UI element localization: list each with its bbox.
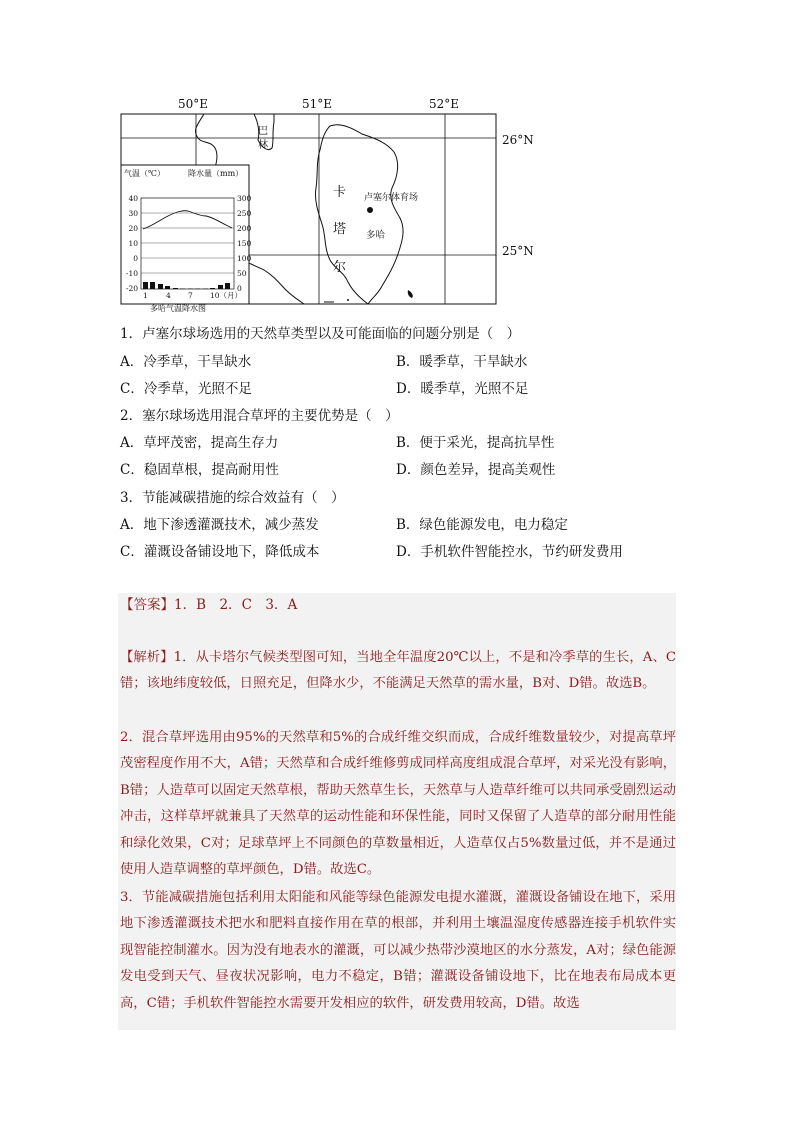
precip-axis-title: 降水量（mm）	[188, 169, 244, 178]
lat-label-25: 25°N	[502, 244, 534, 258]
lon-label-51: 51°E	[302, 97, 333, 111]
analysis-tag-close: 】	[160, 650, 174, 665]
precip-bar-3	[158, 284, 163, 289]
qatar-coastline	[315, 125, 403, 304]
climate-chart-caption: 多哈气温降水图	[150, 304, 206, 313]
precip-tick-50: 50	[237, 269, 247, 278]
month-tick-4: 4	[166, 291, 171, 300]
bahrain-label-1: 巴	[258, 126, 268, 137]
precip-bar-1	[143, 282, 148, 289]
temp-tick-0: 0	[133, 254, 138, 263]
precip-bar-10	[210, 288, 215, 289]
precip-tick-0: 0	[237, 284, 242, 293]
temp-tick-10: 10	[128, 239, 138, 248]
temp-tick-neg20: -20	[125, 284, 138, 293]
q3-option-a[interactable]: A．地下渗透灌溉技术，减少蒸发	[120, 517, 319, 533]
precip-bar-9	[203, 289, 208, 290]
precip-bar-12	[225, 283, 230, 289]
lusail-stadium-dot	[367, 207, 373, 213]
qatar-label-1: 卡	[333, 185, 347, 200]
precip-tick-300: 300	[237, 194, 252, 203]
temp-tick-20: 20	[128, 224, 138, 233]
temp-axis-title: 气温（℃）	[124, 169, 165, 178]
lon-label-50: 50°E	[178, 97, 209, 111]
q2-option-b[interactable]: B．便于采光，提高抗旱性	[396, 435, 555, 451]
qatar-label-2: 塔	[333, 222, 347, 237]
answer-text: 1．B 2．C 3．A	[174, 597, 298, 613]
precip-bar-11	[218, 285, 223, 289]
analysis-paragraph-1	[120, 645, 676, 698]
q1-option-a[interactable]: A．冷季草，干旱缺水	[120, 354, 252, 370]
month-tick-7: 7	[188, 291, 193, 300]
precip-bar-4	[165, 286, 170, 289]
q2-option-c[interactable]: C．稳固草根，提高耐用性	[120, 462, 279, 478]
qatar-label-3: 尔	[333, 260, 347, 275]
question-3-stem: 3．节能减碳措施的综合效益有（ ）	[120, 490, 345, 506]
precip-bar-2	[150, 282, 155, 289]
precip-tick-250: 250	[237, 209, 252, 218]
lon-label-52: 52°E	[429, 97, 460, 111]
q2-option-a[interactable]: A．草坪茂密，提高生存力	[120, 435, 279, 451]
doha-label: 多哈	[366, 230, 386, 241]
analysis-paragraph-2: 2．混合草坪选用由95%的天然草和5%的合成纤维交织而成，合成纤维数量较少，对提高草坪茂密程度作用不大，A错；天然草和合成纤维修剪成同样高度组成混合草坪，对采光没有影响，B错；人造草可以固定天然草根，帮助天然草生长，天然草与人造草纤维可以共同承受剧烈运动冲击，这样草坪就兼具了天然草的运动性能和环保性能，同时又保留了人造草的部分耐用性能和绿化效果，C对；足球草坪上不同颜色的草数量相近，人造草仅占5%数量过低，并不是通过使用人造草调整的草坪颜色，D错。故选C。	[120, 730, 676, 878]
q3-option-b[interactable]: B．绿色能源发电，电力稳定	[396, 517, 568, 533]
q1-option-d[interactable]: D．暖季草，光照不足	[396, 381, 529, 397]
precip-bar-5	[173, 288, 178, 289]
analysis-tag: 解析	[133, 650, 161, 665]
q3-option-d[interactable]: D．手机软件智能控水，节约研发费用	[396, 544, 623, 560]
answer-tag-open: 【	[120, 597, 134, 613]
precip-bar-8	[195, 289, 200, 290]
analysis-paragraph-3: 3．节能减碳措施包括利用太阳能和风能等绿色能源发电提水灌溉，灌溉设备铺设在地下，采用地下渗透灌溉技术把水和肥料直接作用在草的根部，并利用土壤温湿度传感器连接手机软件实现智能控制灌水。因为没有地表水的灌溉，可以减少热带沙漠地区的水分蒸发，A对；绿色能源发电受到天气、昼夜状况影响，电力不稳定，B错；灌溉设备铺设地下，比在地表布局成本更高，C错；手机软件智能控水需要开发相应的软件，研发费用较高，D错。故选	[120, 890, 676, 1011]
analysis-text-1: 1．从卡塔尔气候类型图可知，当地全年温度20℃以上，不是和冷季草的生长，A、C错；该地纬度较低，日照充足，但降水少，不能满足天然草的需水量，B对、D错。故选B。	[120, 650, 677, 692]
analysis-tag-open: 【	[120, 650, 134, 665]
qatar-map-figure	[112, 92, 542, 322]
q3-option-c[interactable]: C．灌溉设备铺设地下，降低成本	[120, 544, 320, 560]
temp-tick-40: 40	[128, 194, 138, 203]
qatar-islet	[408, 290, 413, 298]
q1-option-c[interactable]: C．冷季草，光照不足	[120, 381, 252, 397]
precip-tick-150: 150	[237, 239, 252, 248]
month-tick-10: 10（月）	[210, 291, 243, 300]
precip-bar-7	[188, 289, 193, 290]
month-tick-1: 1	[143, 291, 148, 300]
precip-tick-200: 200	[237, 224, 252, 233]
bahrain-label-2: 林	[258, 140, 268, 151]
climate-chart-inset	[121, 165, 252, 313]
lusail-stadium-label: 卢塞尔体育场	[364, 193, 419, 203]
question-1-stem: 1．卢塞尔球场选用的天然草类型以及可能面临的问题分别是（ ）	[120, 326, 521, 342]
q1-option-b[interactable]: B．暖季草，干旱缺水	[396, 354, 528, 370]
precip-tick-100: 100	[237, 254, 252, 263]
answer-tag: 答案	[133, 597, 161, 613]
lat-label-26: 26°N	[502, 133, 534, 147]
temp-tick-neg10: -10	[125, 269, 138, 278]
answer-line	[120, 596, 297, 614]
answer-tag-close: 】	[160, 597, 174, 613]
precip-bar-6	[180, 289, 185, 290]
small-dot	[347, 299, 349, 301]
q2-option-d[interactable]: D．颜色差异，提高美观性	[396, 462, 556, 478]
question-2-stem: 2．塞尔球场选用混合草坪的主要优势是（ ）	[120, 408, 399, 424]
temp-tick-30: 30	[128, 209, 138, 218]
